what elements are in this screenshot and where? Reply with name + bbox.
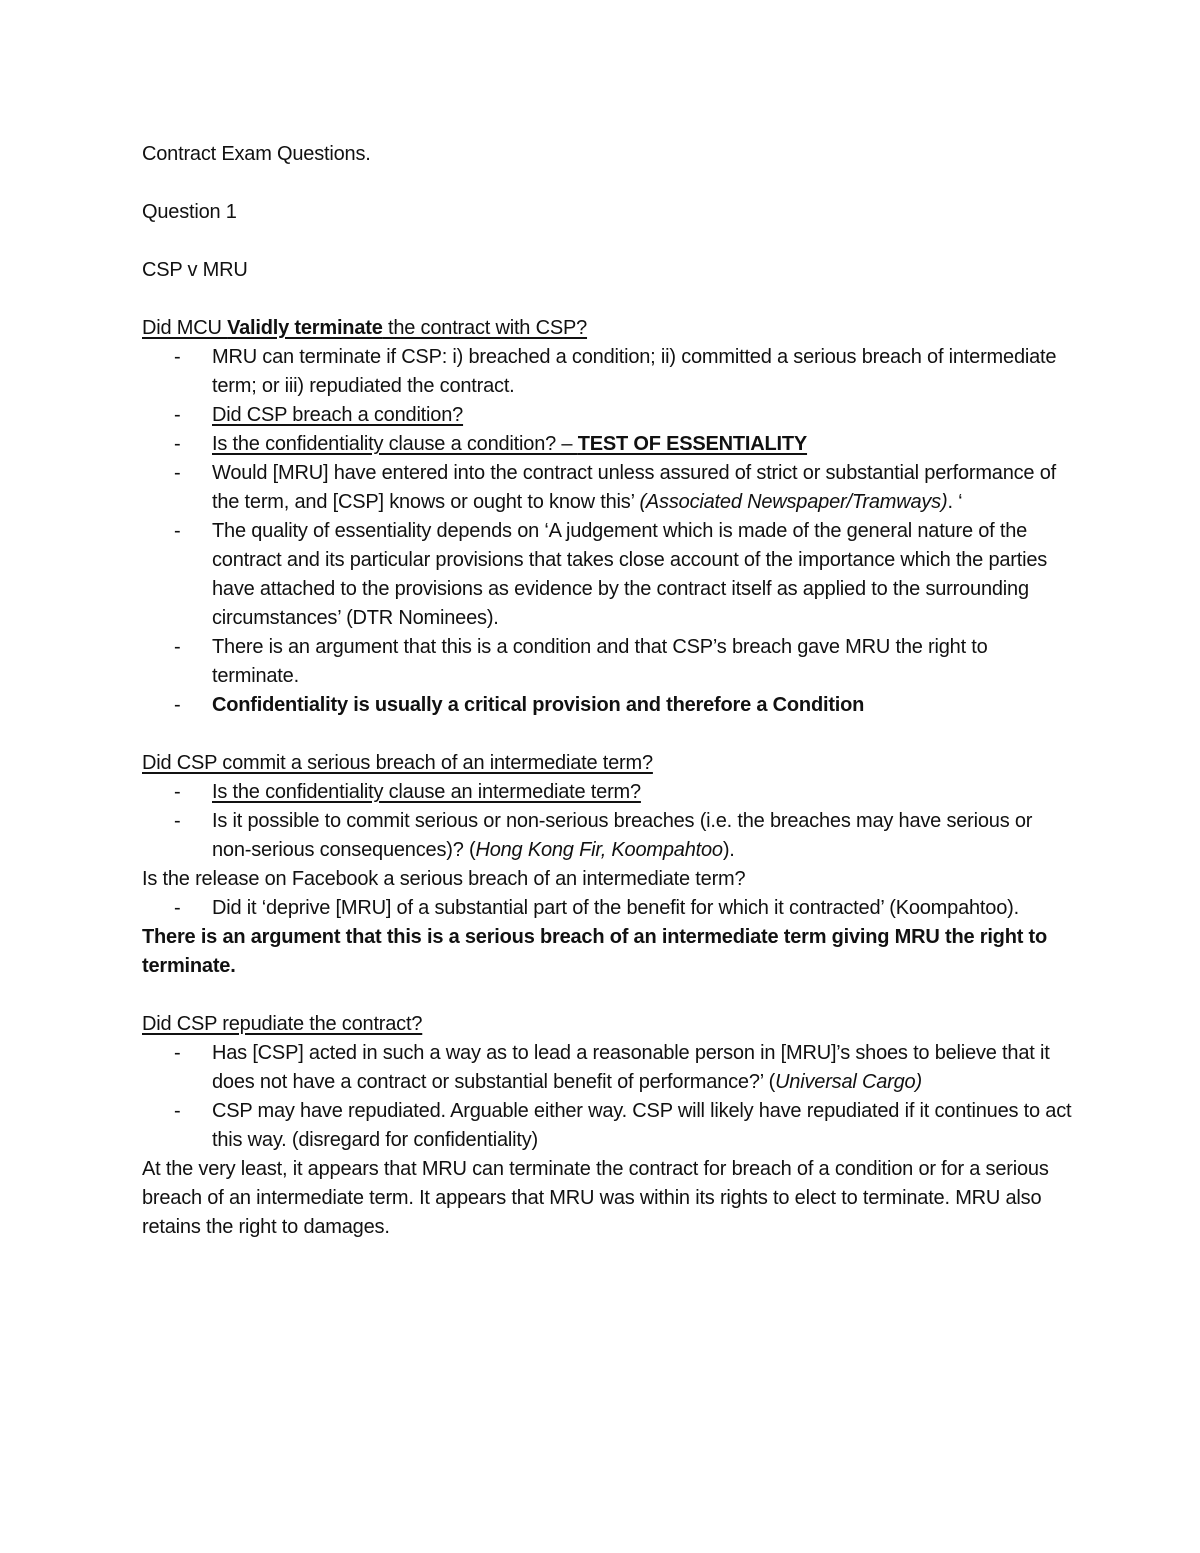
dash-marker: - xyxy=(174,462,181,484)
dash-marker: - xyxy=(174,433,181,455)
question-label: Question 1 xyxy=(142,201,237,223)
bullet-text: Did it ‘deprive [MRU] of a substantial part of the benefit for which it contracted’ (Koompahtoo). xyxy=(212,897,1019,919)
bullet-bold-text: TEST OF ESSENTIALITY xyxy=(577,433,808,455)
dash-marker: - xyxy=(174,897,181,919)
bullet-text: MRU can terminate if CSP: i) breached a condition; ii) committed a serious breach of intermediate term; or iii) repudiated the contract. xyxy=(212,346,1057,397)
dash-marker: - xyxy=(174,520,181,542)
bullet-text: Is the confidentiality clause an intermediate term? xyxy=(212,781,641,803)
bullet-text: Is the confidentiality clause a condition? – xyxy=(212,433,578,455)
dash-marker: - xyxy=(174,810,181,832)
bullet-text: Is it possible to commit serious or non-serious breaches (i.e. the breaches may have serious or non-serious consequences)? ( xyxy=(212,810,1033,861)
heading-part: Did MCU xyxy=(142,317,228,339)
bullet-item xyxy=(142,517,1072,633)
section-heading-intermediate-term: Did CSP commit a serious breach of an intermediate term? xyxy=(142,752,653,774)
bullet-item xyxy=(142,778,1072,807)
section-heading-termination xyxy=(142,314,1072,343)
bullet-text: There is an argument that this is a condition and that CSP’s breach gave MRU the right to terminate. xyxy=(212,636,988,687)
case-citation: Universal Cargo) xyxy=(775,1071,922,1093)
bullet-item xyxy=(142,1097,1072,1155)
heading-part: the contract with CSP? xyxy=(382,317,588,339)
section-conclusion: There is an argument that this is a serious breach of an intermediate term giving MRU the right to terminate. xyxy=(142,926,1048,977)
dash-marker: - xyxy=(174,404,181,426)
sub-question: Is the release on Facebook a serious breach of an intermediate term? xyxy=(142,868,746,890)
bullet-text: . ‘ xyxy=(947,491,963,513)
bullet-item xyxy=(142,691,1072,720)
heading-bold-part: Validly terminate xyxy=(227,317,383,339)
dash-marker: - xyxy=(174,636,181,658)
bullet-text: Has [CSP] acted in such a way as to lead a reasonable person in [MRU]’s shoes to believe that it does not have a contract or substantial benefit of performance?’ ( xyxy=(212,1042,1050,1093)
bullet-text: Would [MRU] have entered into the contract unless assured of strict or substantial performance of the term, and [CSP] knows or ought to know this’ xyxy=(212,462,1056,513)
bullet-text: Did CSP breach a condition? xyxy=(212,404,464,426)
bullet-bold-text: Confidentiality is usually a critical provision and therefore a Condition xyxy=(212,694,865,716)
case-citation: (Associated Newspaper/Tramways) xyxy=(639,491,948,513)
bullet-text: The quality of essentiality depends on ‘A judgement which is made of the general nature of the contract and its particular provisions that takes close account of the importance which the parties have attached to the provisions as evidence by the contract itself as applied to the surrounding circumstances’ (DTR Nominees). xyxy=(212,520,1048,629)
bullet-item xyxy=(142,459,1072,517)
dash-marker: - xyxy=(174,1100,181,1122)
bullet-item xyxy=(142,343,1072,401)
document-page xyxy=(142,140,1072,1242)
bullet-item xyxy=(142,1039,1072,1097)
spacer xyxy=(142,720,1072,749)
case-citation: Hong Kong Fir, Koompahtoo xyxy=(475,839,723,861)
document-title: Contract Exam Questions. xyxy=(142,143,371,165)
dash-marker: - xyxy=(174,1042,181,1064)
dash-marker: - xyxy=(174,694,181,716)
final-conclusion: At the very least, it appears that MRU can terminate the contract for breach of a condition or for a serious breach of an intermediate term. It appears that MRU was within its rights to elect to terminate. MRU also retains the right to damages. xyxy=(142,1158,1049,1238)
bullet-item xyxy=(142,894,1072,923)
bullet-item xyxy=(142,401,1072,430)
bullet-item xyxy=(142,430,1072,459)
spacer xyxy=(142,285,1072,314)
dash-marker: - xyxy=(174,346,181,368)
bullet-item xyxy=(142,807,1072,865)
bullet-item xyxy=(142,633,1072,691)
spacer xyxy=(142,981,1072,1010)
bullet-text: ). xyxy=(722,839,735,861)
dash-marker: - xyxy=(174,781,181,803)
bullet-text: CSP may have repudiated. Arguable either way. CSP will likely have repudiated if it continues to act this way. (disregard for confidentiality) xyxy=(212,1100,1072,1151)
section-heading-repudiation: Did CSP repudiate the contract? xyxy=(142,1013,423,1035)
case-parties: CSP v MRU xyxy=(142,259,248,281)
spacer xyxy=(142,227,1072,256)
spacer xyxy=(142,169,1072,198)
